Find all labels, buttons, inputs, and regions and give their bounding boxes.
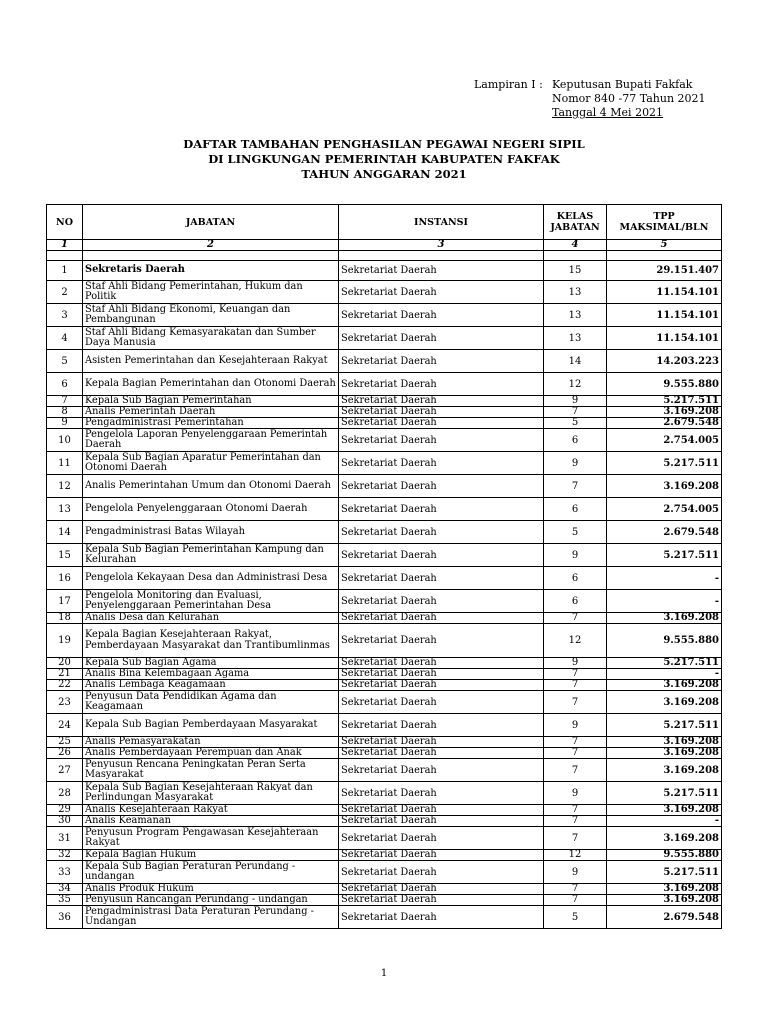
table-row — [47, 759, 722, 782]
row-instansi: Sekretariat Daerah — [339, 373, 544, 396]
row-jabatan: Pengelola Penyelenggaraan Otonomi Daerah — [83, 498, 339, 521]
row-instansi: Sekretariat Daerah — [339, 613, 544, 624]
row-no: 32 — [47, 850, 83, 861]
row-kelas: 6 — [544, 429, 607, 452]
row-no: 19 — [47, 624, 83, 658]
table-row — [47, 850, 722, 861]
column-number: 4 — [544, 240, 607, 251]
row-no: 15 — [47, 544, 83, 567]
row-no: 23 — [47, 691, 83, 714]
row-instansi: Sekretariat Daerah — [339, 691, 544, 714]
row-instansi: Sekretariat Daerah — [339, 714, 544, 737]
row-kelas: 7 — [544, 895, 607, 906]
row-instansi: Sekretariat Daerah — [339, 521, 544, 544]
row-jabatan: Kepala Sub Bagian Agama — [83, 658, 339, 669]
row-instansi: Sekretariat Daerah — [339, 350, 544, 373]
row-jabatan: Penyusun Data Pendidikan Agama dan Keagamaan — [83, 691, 339, 714]
row-kelas: 7 — [544, 613, 607, 624]
row-tpp: 11.154.101 — [607, 281, 722, 304]
row-jabatan: Analis Lembaga Keagamaan — [83, 680, 339, 691]
row-no: 30 — [47, 816, 83, 827]
column-number: 1 — [47, 240, 83, 251]
row-tpp: 5.217.511 — [607, 782, 722, 805]
row-no: 18 — [47, 613, 83, 624]
table-row — [47, 714, 722, 737]
row-instansi: Sekretariat Daerah — [339, 407, 544, 418]
row-instansi: Sekretariat Daerah — [339, 895, 544, 906]
row-kelas: 7 — [544, 827, 607, 850]
row-instansi: Sekretariat Daerah — [339, 590, 544, 613]
row-jabatan: Analis Produk Hukum — [83, 884, 339, 895]
row-no: 24 — [47, 714, 83, 737]
row-tpp: 5.217.511 — [607, 658, 722, 669]
row-instansi: Sekretariat Daerah — [339, 816, 544, 827]
row-tpp: 2.679.548 — [607, 906, 722, 929]
row-tpp: 3.169.208 — [607, 737, 722, 748]
row-tpp: 3.169.208 — [607, 613, 722, 624]
row-tpp: 5.217.511 — [607, 452, 722, 475]
row-jabatan: Penyusun Rencana Peningkatan Peran Serta Masyarakat — [83, 759, 339, 782]
row-instansi: Sekretariat Daerah — [339, 827, 544, 850]
row-tpp: 3.169.208 — [607, 884, 722, 895]
row-tpp: 9.555.880 — [607, 373, 722, 396]
row-tpp: - — [607, 816, 722, 827]
lampiran-label: Lampiran I : — [474, 78, 543, 91]
row-instansi: Sekretariat Daerah — [339, 418, 544, 429]
row-no: 22 — [47, 680, 83, 691]
lampiran-line-3: Tanggal 4 Mei 2021 — [552, 106, 664, 119]
row-no: 20 — [47, 658, 83, 669]
row-jabatan: Pengelola Kekayaan Desa dan Administrasi Desa — [83, 567, 339, 590]
row-tpp: 14.203.223 — [607, 350, 722, 373]
row-jabatan: Staf Ahli Bidang Ekonomi, Keuangan dan Pembangunan — [83, 304, 339, 327]
header-jabatan: JABATAN — [83, 205, 339, 240]
table-row — [47, 748, 722, 759]
row-kelas: 12 — [544, 624, 607, 658]
table-row — [47, 658, 722, 669]
tpp-table — [46, 204, 722, 929]
table-row — [47, 669, 722, 680]
row-instansi: Sekretariat Daerah — [339, 782, 544, 805]
row-tpp: 3.169.208 — [607, 759, 722, 782]
table-row — [47, 827, 722, 850]
row-tpp: - — [607, 590, 722, 613]
row-jabatan: Sekretaris Daerah — [83, 261, 339, 281]
row-no: 6 — [47, 373, 83, 396]
row-jabatan: Kepala Sub Bagian Pemerintahan Kampung dan Kelurahan — [83, 544, 339, 567]
row-kelas: 7 — [544, 691, 607, 714]
table-row — [47, 544, 722, 567]
table-row — [47, 373, 722, 396]
row-jabatan: Penyusun Program Pengawasan Kesejahteraan Rakyat — [83, 827, 339, 850]
row-jabatan: Kepala Sub Bagian Peraturan Perundang - undangan — [83, 861, 339, 884]
row-kelas: 7 — [544, 407, 607, 418]
row-kelas: 7 — [544, 759, 607, 782]
page-number: 1 — [380, 968, 388, 979]
row-tpp: 3.169.208 — [607, 475, 722, 498]
row-kelas: 7 — [544, 737, 607, 748]
row-kelas: 6 — [544, 590, 607, 613]
row-instansi: Sekretariat Daerah — [339, 658, 544, 669]
row-instansi: Sekretariat Daerah — [339, 624, 544, 658]
row-kelas: 7 — [544, 475, 607, 498]
row-no: 34 — [47, 884, 83, 895]
column-number: 2 — [83, 240, 339, 251]
row-jabatan: Kepala Bagian Kesejahteraan Rakyat, Pemberdayaan Masyarakat dan Trantibumlinmas — [83, 624, 339, 658]
row-no: 11 — [47, 452, 83, 475]
row-no: 28 — [47, 782, 83, 805]
row-no: 1 — [47, 261, 83, 281]
row-instansi: Sekretariat Daerah — [339, 669, 544, 680]
row-no: 7 — [47, 396, 83, 407]
blank-cell — [544, 251, 607, 261]
table-row — [47, 691, 722, 714]
row-tpp: - — [607, 669, 722, 680]
row-no: 36 — [47, 906, 83, 929]
row-kelas: 9 — [544, 658, 607, 669]
row-kelas: 13 — [544, 327, 607, 350]
row-kelas: 6 — [544, 567, 607, 590]
row-instansi: Sekretariat Daerah — [339, 861, 544, 884]
lampiran-line-2: Nomor 840 -77 Tahun 2021 — [552, 92, 706, 105]
table-row — [47, 906, 722, 929]
header-tpp: TPP MAKSIMAL/BLN — [607, 205, 722, 240]
row-no: 17 — [47, 590, 83, 613]
row-kelas: 12 — [544, 850, 607, 861]
row-kelas: 5 — [544, 418, 607, 429]
row-instansi: Sekretariat Daerah — [339, 429, 544, 452]
row-jabatan: Asisten Pemerintahan dan Kesejahteraan Rakyat — [83, 350, 339, 373]
row-no: 21 — [47, 669, 83, 680]
row-no: 5 — [47, 350, 83, 373]
row-tpp: 29.151.407 — [607, 261, 722, 281]
table-row — [47, 429, 722, 452]
row-instansi: Sekretariat Daerah — [339, 304, 544, 327]
row-tpp: 2.679.548 — [607, 418, 722, 429]
row-jabatan: Kepala Bagian Hukum — [83, 850, 339, 861]
row-kelas: 5 — [544, 906, 607, 929]
row-instansi: Sekretariat Daerah — [339, 452, 544, 475]
row-no: 8 — [47, 407, 83, 418]
row-no: 2 — [47, 281, 83, 304]
row-jabatan: Pengadministrasi Batas Wilayah — [83, 521, 339, 544]
table-row — [47, 452, 722, 475]
title-line-3: TAHUN ANGGARAN 2021 — [301, 167, 467, 181]
row-no: 26 — [47, 748, 83, 759]
row-jabatan: Pengelola Laporan Penyelenggaraan Pemerintah Daerah — [83, 429, 339, 452]
row-instansi: Sekretariat Daerah — [339, 396, 544, 407]
row-kelas: 13 — [544, 281, 607, 304]
row-tpp: 5.217.511 — [607, 396, 722, 407]
row-jabatan: Kepala Sub Bagian Kesejahteraan Rakyat dan Perlindungan Masyarakat — [83, 782, 339, 805]
row-instansi: Sekretariat Daerah — [339, 544, 544, 567]
row-jabatan: Kepala Sub Bagian Pemerintahan — [83, 396, 339, 407]
row-kelas: 9 — [544, 714, 607, 737]
row-tpp: 11.154.101 — [607, 304, 722, 327]
row-jabatan: Kepala Sub Bagian Aparatur Pemerintahan dan Otonomi Daerah — [83, 452, 339, 475]
header-no: NO — [47, 205, 83, 240]
table-row — [47, 895, 722, 906]
table-row — [47, 737, 722, 748]
table-row — [47, 327, 722, 350]
row-jabatan: Analis Pemerintah Daerah — [83, 407, 339, 418]
table-body — [47, 261, 722, 929]
row-kelas: 9 — [544, 544, 607, 567]
row-kelas: 14 — [544, 350, 607, 373]
row-kelas: 7 — [544, 884, 607, 895]
header-instansi: INSTANSI — [339, 205, 544, 240]
blank-cell — [607, 251, 722, 261]
row-no: 31 — [47, 827, 83, 850]
table-row — [47, 281, 722, 304]
row-jabatan: Staf Ahli Bidang Kemasyarakatan dan Sumber Daya Manusia — [83, 327, 339, 350]
table-row — [47, 396, 722, 407]
table-row — [47, 782, 722, 805]
header-row — [47, 205, 722, 240]
row-instansi: Sekretariat Daerah — [339, 884, 544, 895]
table-row — [47, 861, 722, 884]
row-tpp: 9.555.880 — [607, 624, 722, 658]
row-tpp: - — [607, 567, 722, 590]
column-number: 5 — [607, 240, 722, 251]
lampiran-line-1: Keputusan Bupati Fakfak — [552, 78, 693, 91]
blank-cell — [339, 251, 544, 261]
row-jabatan: Analis Bina Kelembagaan Agama — [83, 669, 339, 680]
title-line-1: DAFTAR TAMBAHAN PENGHASILAN PEGAWAI NEGERI SIPIL — [183, 137, 585, 151]
row-tpp: 3.169.208 — [607, 895, 722, 906]
table-row — [47, 498, 722, 521]
row-kelas: 9 — [544, 452, 607, 475]
row-no: 29 — [47, 805, 83, 816]
row-jabatan: Analis Pemerintahan Umum dan Otonomi Daerah — [83, 475, 339, 498]
row-tpp: 5.217.511 — [607, 861, 722, 884]
row-tpp: 2.754.005 — [607, 498, 722, 521]
blank-cell — [47, 251, 83, 261]
row-kelas: 15 — [544, 261, 607, 281]
row-no: 9 — [47, 418, 83, 429]
row-jabatan: Analis Kesejahteraan Rakyat — [83, 805, 339, 816]
row-tpp: 3.169.208 — [607, 748, 722, 759]
row-instansi: Sekretariat Daerah — [339, 805, 544, 816]
table-row — [47, 350, 722, 373]
row-jabatan: Kepala Bagian Pemerintahan dan Otonomi Daerah — [83, 373, 339, 396]
row-jabatan: Analis Desa dan Kelurahan — [83, 613, 339, 624]
row-no: 35 — [47, 895, 83, 906]
column-number: 3 — [339, 240, 544, 251]
row-instansi: Sekretariat Daerah — [339, 327, 544, 350]
row-no: 4 — [47, 327, 83, 350]
title-line-2: DI LINGKUNGAN PEMERINTAH KABUPATEN FAKFAK — [208, 152, 560, 166]
table-row — [47, 261, 722, 281]
row-no: 25 — [47, 737, 83, 748]
row-jabatan: Analis Pemasyarakatan — [83, 737, 339, 748]
row-instansi: Sekretariat Daerah — [339, 759, 544, 782]
row-tpp: 5.217.511 — [607, 544, 722, 567]
row-kelas: 9 — [544, 782, 607, 805]
row-tpp: 2.754.005 — [607, 429, 722, 452]
row-kelas: 13 — [544, 304, 607, 327]
row-jabatan: Pengadministrasi Data Peraturan Perundang - Undangan — [83, 906, 339, 929]
table-row — [47, 805, 722, 816]
row-tpp: 9.555.880 — [607, 850, 722, 861]
table-row — [47, 884, 722, 895]
table-row — [47, 816, 722, 827]
row-tpp: 3.169.208 — [607, 691, 722, 714]
row-jabatan: Analis Keamanan — [83, 816, 339, 827]
row-no: 3 — [47, 304, 83, 327]
table-row — [47, 304, 722, 327]
table-row — [47, 475, 722, 498]
row-tpp: 3.169.208 — [607, 407, 722, 418]
row-no: 16 — [47, 567, 83, 590]
row-instansi: Sekretariat Daerah — [339, 498, 544, 521]
row-no: 13 — [47, 498, 83, 521]
row-tpp: 3.169.208 — [607, 805, 722, 816]
row-kelas: 7 — [544, 805, 607, 816]
row-kelas: 7 — [544, 680, 607, 691]
table-row — [47, 613, 722, 624]
document-title — [0, 137, 768, 182]
table-row — [47, 567, 722, 590]
row-jabatan: Pengadministrasi Pemerintahan — [83, 418, 339, 429]
row-jabatan: Pengelola Monitoring dan Evaluasi, Penyelenggaraan Pemerintahan Desa — [83, 590, 339, 613]
table-row — [47, 521, 722, 544]
row-kelas: 7 — [544, 748, 607, 759]
row-kelas: 12 — [544, 373, 607, 396]
column-number-row — [47, 240, 722, 251]
row-jabatan: Staf Ahli Bidang Pemerintahan, Hukum dan Politik — [83, 281, 339, 304]
row-no: 27 — [47, 759, 83, 782]
table-row — [47, 624, 722, 658]
row-instansi: Sekretariat Daerah — [339, 567, 544, 590]
row-kelas: 5 — [544, 521, 607, 544]
row-no: 33 — [47, 861, 83, 884]
row-tpp: 11.154.101 — [607, 327, 722, 350]
row-tpp: 2.679.548 — [607, 521, 722, 544]
table-row — [47, 407, 722, 418]
row-instansi: Sekretariat Daerah — [339, 737, 544, 748]
row-instansi: Sekretariat Daerah — [339, 475, 544, 498]
header-kelas-jabatan: KELAS JABATAN — [544, 205, 607, 240]
row-kelas: 9 — [544, 396, 607, 407]
row-jabatan: Kepala Sub Bagian Pemberdayaan Masyarakat — [83, 714, 339, 737]
row-instansi: Sekretariat Daerah — [339, 850, 544, 861]
row-tpp: 3.169.208 — [607, 680, 722, 691]
row-no: 12 — [47, 475, 83, 498]
row-instansi: Sekretariat Daerah — [339, 281, 544, 304]
table-row — [47, 590, 722, 613]
row-jabatan: Analis Pemberdayaan Perempuan dan Anak — [83, 748, 339, 759]
row-tpp: 5.217.511 — [607, 714, 722, 737]
row-instansi: Sekretariat Daerah — [339, 261, 544, 281]
table-row — [47, 418, 722, 429]
row-kelas: 9 — [544, 861, 607, 884]
row-instansi: Sekretariat Daerah — [339, 680, 544, 691]
row-instansi: Sekretariat Daerah — [339, 906, 544, 929]
row-no: 14 — [47, 521, 83, 544]
table-row — [47, 680, 722, 691]
blank-cell — [83, 251, 339, 261]
row-instansi: Sekretariat Daerah — [339, 748, 544, 759]
row-kelas: 6 — [544, 498, 607, 521]
row-tpp: 3.169.208 — [607, 827, 722, 850]
row-kelas: 7 — [544, 816, 607, 827]
row-kelas: 7 — [544, 669, 607, 680]
row-jabatan: Penyusun Rancangan Perundang - undangan — [83, 895, 339, 906]
blank-row — [47, 251, 722, 261]
row-no: 10 — [47, 429, 83, 452]
